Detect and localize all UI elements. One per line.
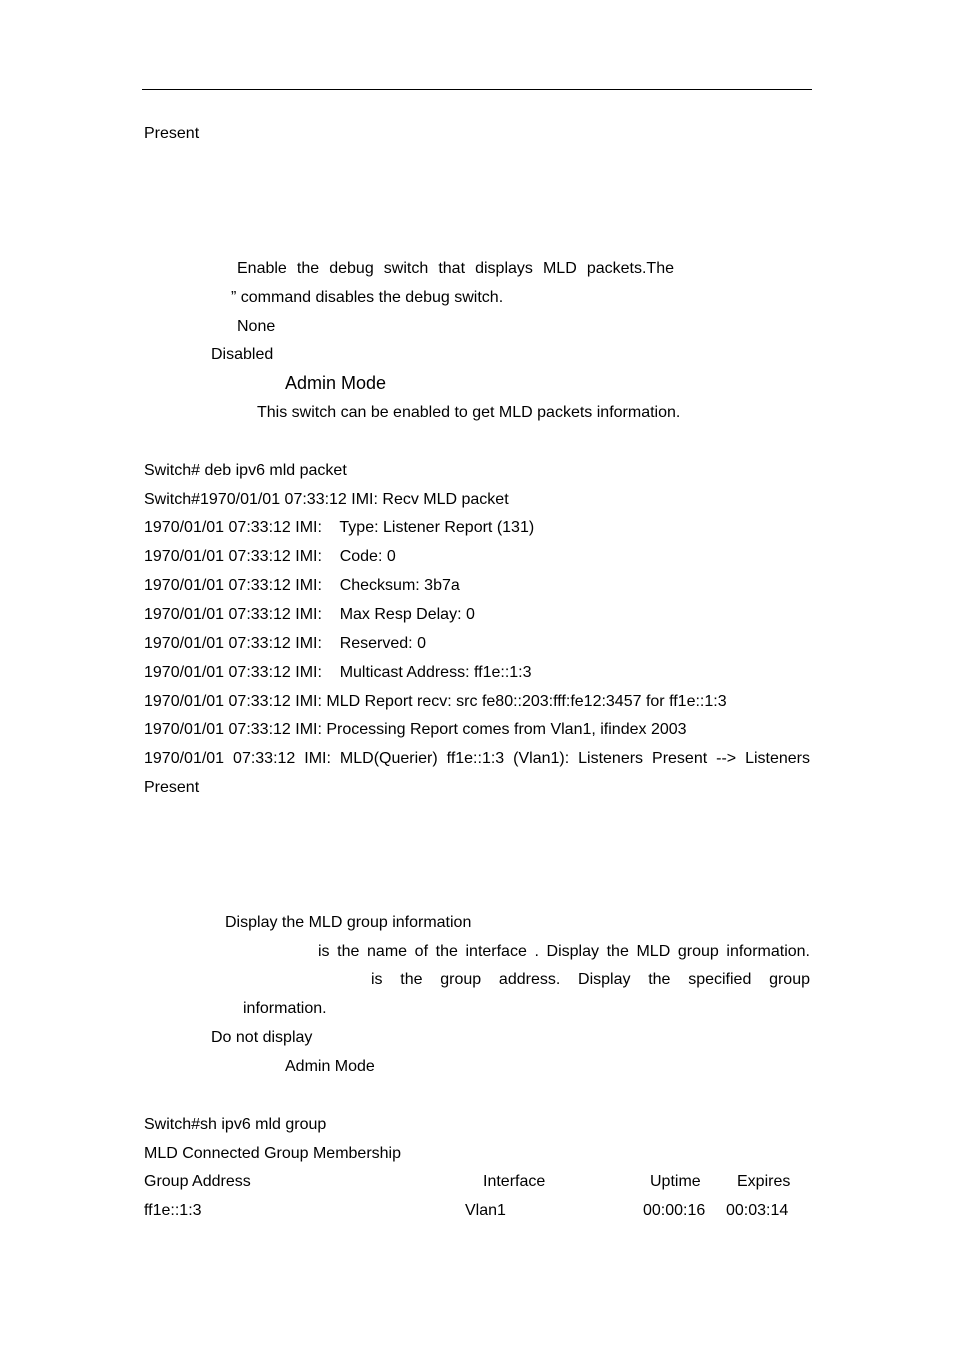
debug-command-mode: Admin Mode	[285, 373, 387, 393]
debug-usage-guide: This switch can be enabled to get MLD packets information.	[257, 404, 681, 421]
cell-interface: Vlan1	[465, 1202, 506, 1219]
example-line: 1970/01/01 07:33:12 IMI: Multicast Address: ff1e::1:3	[144, 664, 532, 681]
group-example-command: Switch#sh ipv6 mld group	[144, 1116, 327, 1133]
cell-expires: 00:03:14	[726, 1202, 789, 1219]
example-line: 1970/01/01 07:33:12 IMI: Reserved: 0	[144, 635, 426, 652]
group-param-group-line2: information.	[243, 1000, 327, 1017]
cell-group-address: ff1e::1:3	[144, 1202, 202, 1219]
example-line: 1970/01/01 07:33:12 IMI: Processing Report comes from Vlan1, ifindex 2003	[144, 721, 687, 738]
column-header-interface: Interface	[483, 1173, 546, 1190]
example-line: Present	[144, 779, 200, 796]
example-line: 1970/01/01 07:33:12 IMI: Code: 0	[144, 548, 396, 565]
example-line: 1970/01/01 07:33:12 IMI: Checksum: 3b7a	[144, 577, 460, 594]
column-header-expires: Expires	[737, 1173, 791, 1190]
example-line: 1970/01/01 07:33:12 IMI: Max Resp Delay: 0	[144, 606, 475, 623]
example-line: Switch#1970/01/01 07:33:12 IMI: Recv MLD packet	[144, 491, 509, 508]
group-param-interface: is the name of the interface . Display the MLD group information.	[318, 943, 810, 960]
group-function-text: Display the MLD group information	[225, 914, 472, 931]
cell-uptime: 00:00:16	[643, 1202, 706, 1219]
header-rule	[142, 89, 812, 90]
column-header-group-address: Group Address	[144, 1173, 251, 1190]
debug-description-line1: Enable the debug switch that displays MLD packets.The	[237, 260, 674, 277]
example-line: 1970/01/01 07:33:12 IMI: Type: Listener Report (131)	[144, 519, 535, 536]
example-line: Switch# deb ipv6 mld packet	[144, 462, 347, 479]
debug-parameter-value: None	[237, 318, 276, 335]
header-present-text: Present	[144, 125, 200, 142]
group-command-mode: Admin Mode	[285, 1058, 375, 1075]
column-header-uptime: Uptime	[650, 1173, 701, 1190]
group-param-group-line1: is the group address. Display the specified group	[371, 971, 810, 988]
debug-description-line2: ” command disables the debug switch.	[231, 289, 504, 306]
example-line: 1970/01/01 07:33:12 IMI: MLD Report recv: src fe80::203:fff:fe12:3457 for ff1e::1:3	[144, 693, 727, 710]
group-default-value: Do not display	[211, 1029, 313, 1046]
example-line: 1970/01/01 07:33:12 IMI: MLD(Querier) ff1e::1:3 (Vlan1): Listeners Present --> Listeners	[144, 750, 810, 767]
group-example-title: MLD Connected Group Membership	[144, 1145, 402, 1162]
debug-default-value: Disabled	[211, 346, 274, 363]
